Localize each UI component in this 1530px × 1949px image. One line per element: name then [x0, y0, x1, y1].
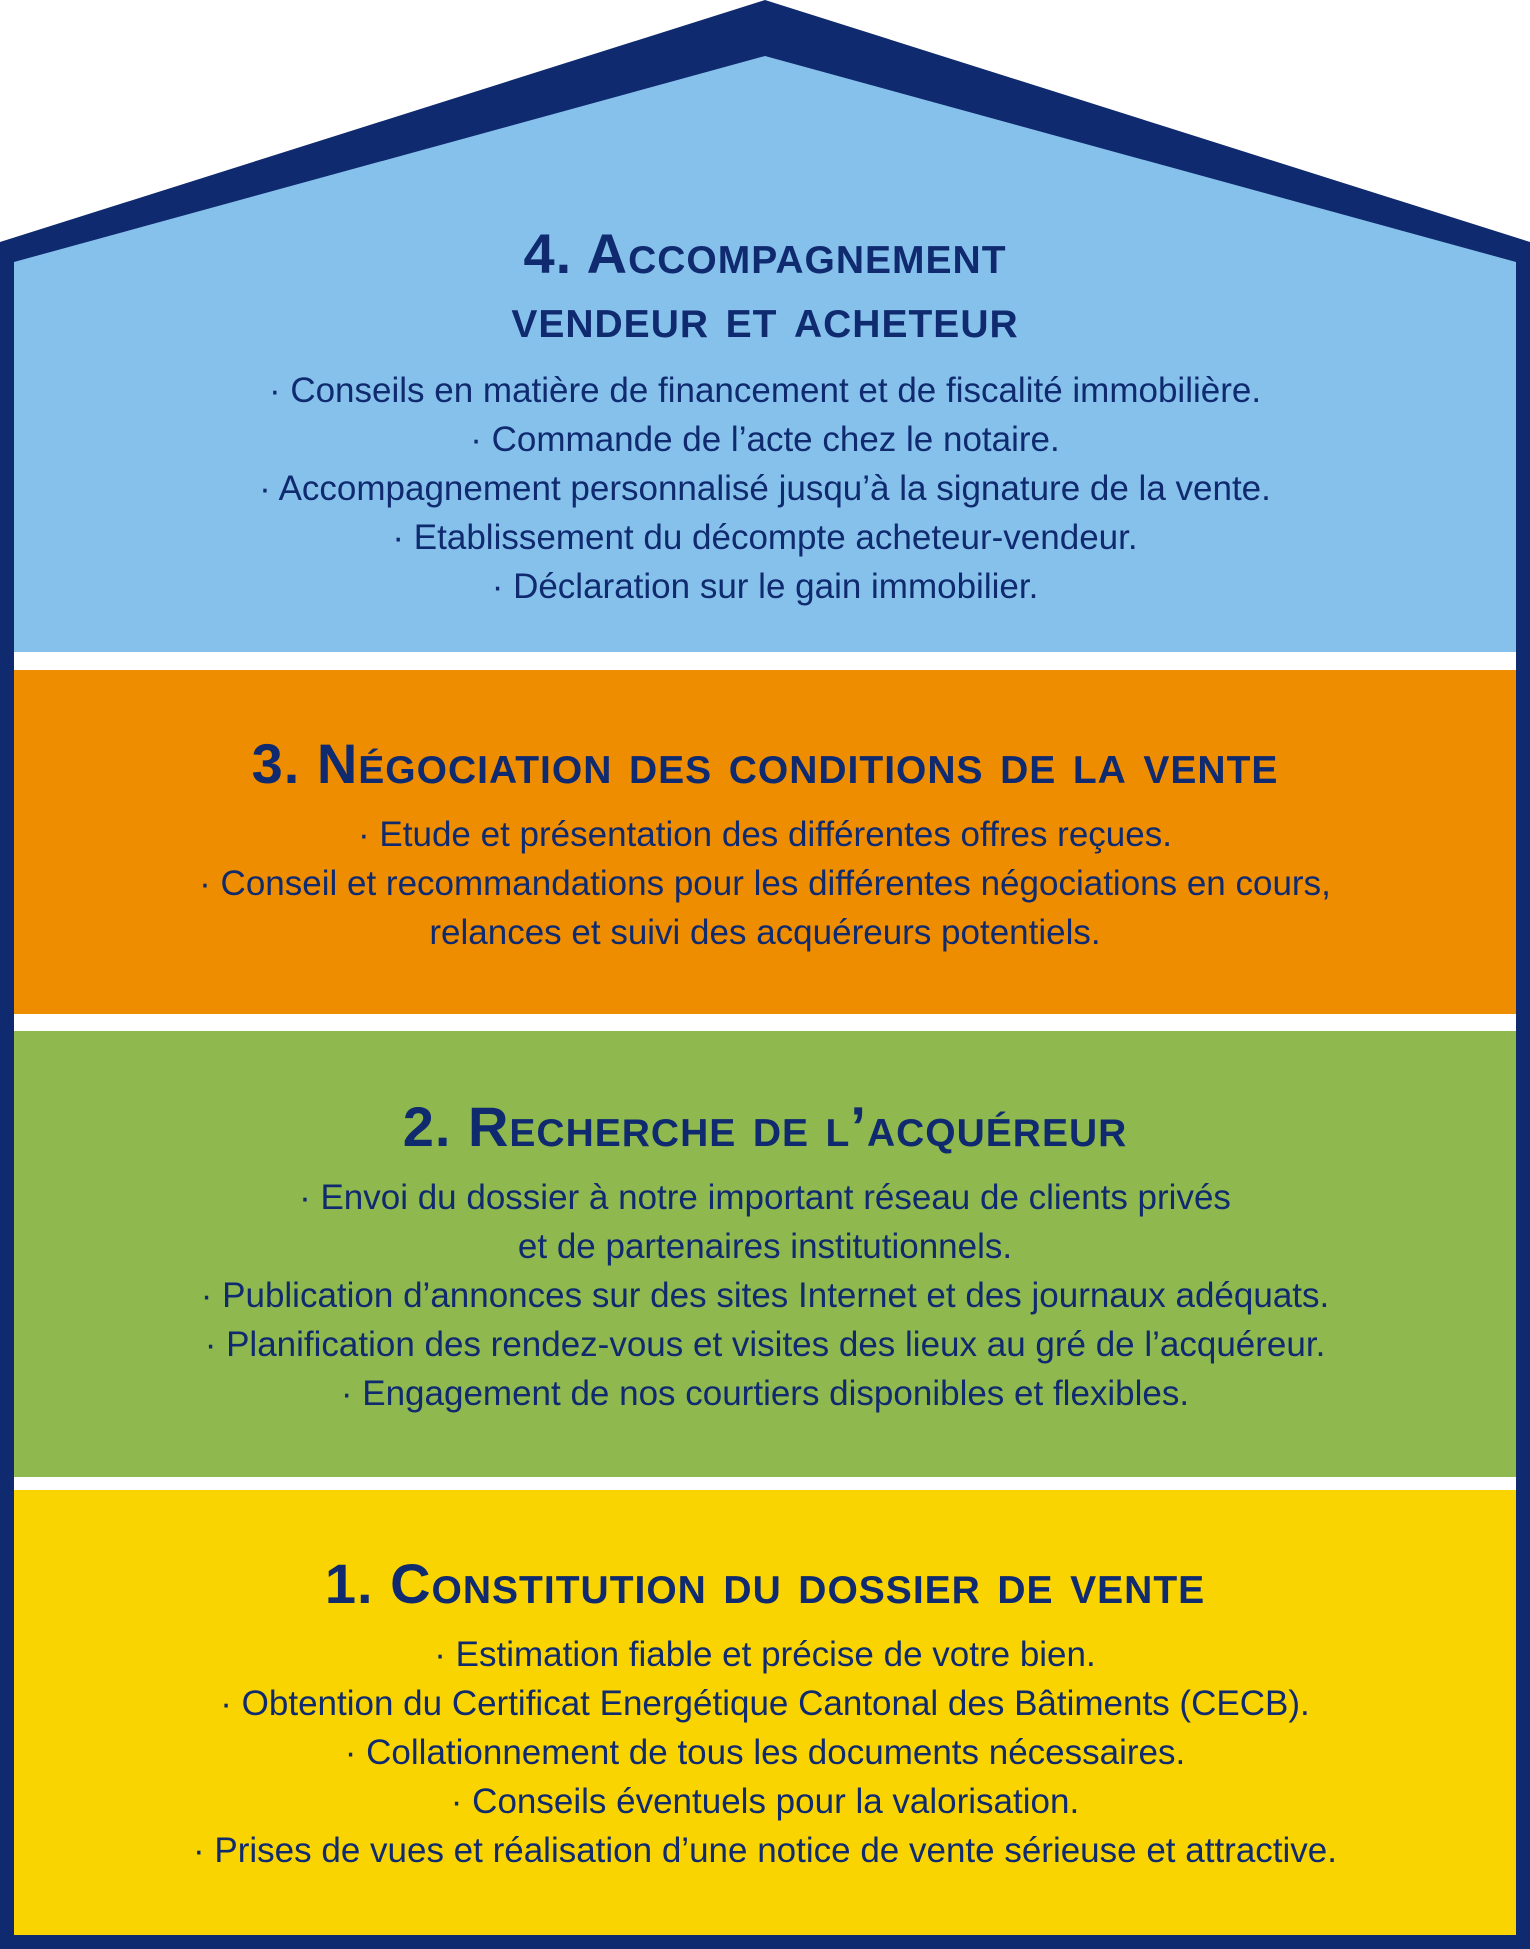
level-4-accompaniment	[14, 220, 1516, 652]
level-3-title-line-1: 3. Négociation des conditions de la vente	[251, 732, 1279, 795]
list-item: · Planification des rendez-vous et visites des lieux au gré de l’acquéreur.	[204, 1325, 1326, 1364]
list-item: · Conseil et recommandations pour les différentes négociations en cours, relances et suivi des acquéreurs potentiels.	[199, 864, 1331, 952]
list-item: · Etablissement du décompte acheteur-vendeur.	[392, 518, 1138, 557]
level-1-title-line-1: 1. Constitution du dossier de vente	[324, 1552, 1206, 1615]
list-item: · Conseils en matière de financement et de fiscalité immobilière.	[268, 371, 1262, 410]
level-4-title	[14, 220, 1516, 350]
list-item: · Commande de l’acte chez le notaire.	[470, 420, 1060, 459]
level-4-title-line-2: vendeur et acheteur	[511, 286, 1019, 349]
list-item: · Obtention du Certificat Energétique Cantonal des Bâtiments (CECB).	[220, 1684, 1310, 1723]
list-item: · Collationnement de tous les documents nécessaires.	[344, 1733, 1186, 1772]
level-3-title	[14, 732, 1516, 796]
list-item: · Engagement de nos courtiers disponibles et flexibles.	[340, 1374, 1190, 1413]
list-item: · Estimation fiable et précise de votre bien.	[434, 1635, 1096, 1674]
level-1-title	[14, 1552, 1516, 1616]
level-4-title-line-1: 4. Accompagnement	[523, 222, 1007, 285]
list-item: · Envoi du dossier à notre important réseau de clients privés et de partenaires institutionnels.	[299, 1178, 1231, 1266]
list-item: · Etude et présentation des différentes offres reçues.	[358, 815, 1172, 854]
level-2-buyer-search	[14, 1033, 1516, 1475]
level-3-list	[14, 810, 1516, 957]
list-item: · Accompagnement personnalisé jusqu’à la signature de la vente.	[259, 469, 1271, 508]
list-item: · Déclaration sur le gain immobilier.	[491, 567, 1039, 606]
level-4-list	[14, 366, 1516, 611]
list-item: · Prises de vues et réalisation d’une notice de vente sérieuse et attractive.	[193, 1831, 1337, 1870]
separator	[14, 1014, 1516, 1031]
level-1-list	[14, 1630, 1516, 1875]
separator	[14, 652, 1516, 670]
list-item: · Conseils éventuels pour la valorisation.	[450, 1782, 1080, 1821]
level-2-title	[14, 1095, 1516, 1159]
level-3-negotiation	[14, 672, 1516, 1014]
level-2-list	[14, 1173, 1516, 1418]
list-item: · Publication d’annonces sur des sites Internet et des journaux adéquats.	[200, 1276, 1330, 1315]
level-1-sales-file	[14, 1492, 1516, 1942]
separator	[14, 1477, 1516, 1490]
level-2-title-line-1: 2. Recherche de l’acquéreur	[402, 1095, 1128, 1158]
